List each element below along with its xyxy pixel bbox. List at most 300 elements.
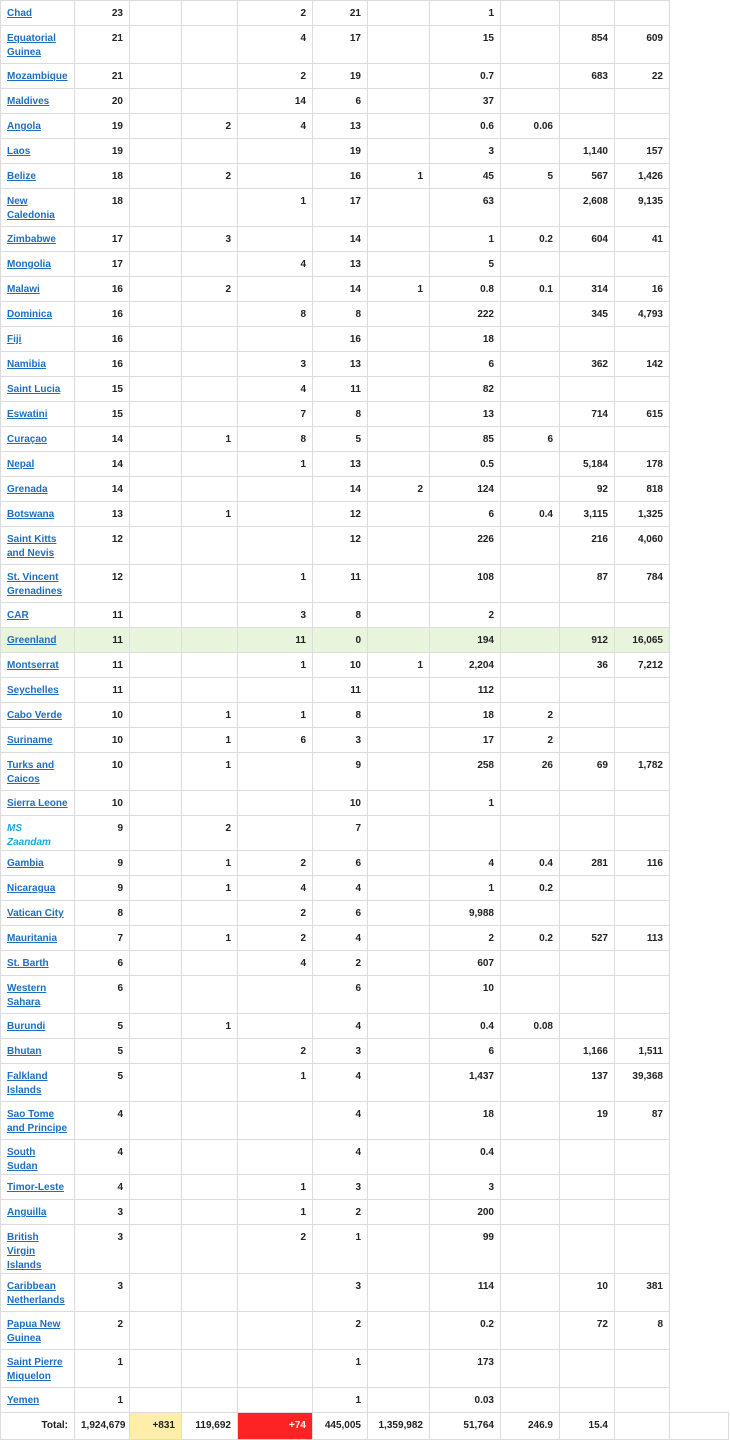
table-row xyxy=(1,976,729,1014)
new-cases-cell xyxy=(130,1225,182,1274)
total-deaths-cell: 1 xyxy=(182,851,238,876)
table-row xyxy=(1,427,729,452)
cases-per-1m-cell xyxy=(501,377,560,402)
new-deaths-cell xyxy=(238,164,313,189)
total-deaths-cell: 2 xyxy=(182,164,238,189)
country-link[interactable]: Saint Kitts and Nevis xyxy=(7,534,57,559)
country-link[interactable]: Belize xyxy=(7,171,36,182)
active-cases-cell xyxy=(368,678,430,703)
new-cases-cell xyxy=(130,327,182,352)
tests-cell: 7,212 xyxy=(615,653,670,678)
active-cases-cell xyxy=(368,951,430,976)
new-deaths-cell: 1 xyxy=(238,1175,313,1200)
new-cases-cell xyxy=(130,402,182,427)
cases-per-1m-cell: 5 xyxy=(501,164,560,189)
total-cases-cell: 6 xyxy=(75,976,130,1014)
country-cell xyxy=(1,402,75,427)
table-row xyxy=(1,139,729,164)
cases-per-1m-cell xyxy=(501,565,560,603)
total-cases-per-1m: 246.9 xyxy=(501,1413,560,1440)
cases-per-1m-cell xyxy=(501,1102,560,1140)
new-deaths-cell xyxy=(238,1274,313,1312)
cases-per-1m-cell: 0.06 xyxy=(501,114,560,139)
country-link[interactable]: Western Sahara xyxy=(7,983,47,1008)
country-link[interactable]: Cabo Verde xyxy=(7,710,63,721)
table-row xyxy=(1,1350,729,1388)
deaths-per-1m-cell xyxy=(560,678,615,703)
cases-per-1m-cell xyxy=(501,1039,560,1064)
cases-per-1m-cell xyxy=(501,26,560,64)
country-link[interactable]: British Virgin Islands xyxy=(7,1232,42,1271)
deaths-per-1m-cell xyxy=(560,728,615,753)
total-cases-cell: 19 xyxy=(75,114,130,139)
deaths-per-1m-cell xyxy=(560,1140,615,1175)
country-link[interactable]: Laos xyxy=(7,146,31,157)
serious-critical-cell: 18 xyxy=(430,703,501,728)
total-cases-cell: 10 xyxy=(75,791,130,816)
cases-per-1m-cell xyxy=(501,477,560,502)
table-row xyxy=(1,1039,729,1064)
total-cases-cell: 19 xyxy=(75,139,130,164)
table-row xyxy=(1,1140,729,1175)
serious-critical-cell xyxy=(430,816,501,851)
serious-critical-cell: 1,437 xyxy=(430,1064,501,1102)
deaths-per-1m-cell: 854 xyxy=(560,26,615,64)
new-cases-cell xyxy=(130,816,182,851)
total-cases-cell: 18 xyxy=(75,164,130,189)
cases-per-1m-cell xyxy=(501,527,560,565)
country-link[interactable]: CAR xyxy=(7,610,29,621)
country-link[interactable]: New Caledonia xyxy=(7,196,55,221)
total-deaths-per-1m: 15.4 xyxy=(560,1413,615,1440)
active-cases-cell xyxy=(368,189,430,227)
active-cases-cell xyxy=(368,227,430,252)
new-cases-cell xyxy=(130,603,182,628)
total-cases-cell: 21 xyxy=(75,26,130,64)
new-cases-cell xyxy=(130,901,182,926)
country-link[interactable]: Papua New Guinea xyxy=(7,1319,61,1344)
new-deaths-cell: 1 xyxy=(238,565,313,603)
table-row xyxy=(1,753,729,791)
total-cases-cell: 11 xyxy=(75,653,130,678)
total-cases-cell: 14 xyxy=(75,427,130,452)
country-link[interactable]: Curaçao xyxy=(7,434,48,445)
new-cases-cell xyxy=(130,502,182,527)
country-link[interactable]: Mongolia xyxy=(7,259,51,270)
total-deaths-cell xyxy=(182,1312,238,1350)
total-cases-cell: 3 xyxy=(75,1225,130,1274)
deaths-per-1m-cell: 314 xyxy=(560,277,615,302)
country-cell xyxy=(1,1350,75,1388)
total-recovered-cell: 2 xyxy=(313,951,368,976)
deaths-per-1m-cell xyxy=(560,89,615,114)
total-cases-cell: 8 xyxy=(75,901,130,926)
cases-per-1m-cell xyxy=(501,352,560,377)
serious-critical-cell: 607 xyxy=(430,951,501,976)
total-deaths-cell: 1 xyxy=(182,876,238,901)
total-recovered-cell: 16 xyxy=(313,327,368,352)
total-cases-cell: 14 xyxy=(75,477,130,502)
cases-per-1m-cell xyxy=(501,1175,560,1200)
active-cases-cell xyxy=(368,1388,430,1413)
new-cases-cell xyxy=(130,189,182,227)
new-cases-cell xyxy=(130,678,182,703)
total-deaths-cell xyxy=(182,252,238,277)
serious-critical-cell: 15 xyxy=(430,26,501,64)
total-recovered-cell: 10 xyxy=(313,653,368,678)
new-cases-cell xyxy=(130,876,182,901)
cases-per-1m-cell xyxy=(501,327,560,352)
country-cell xyxy=(1,703,75,728)
country-link[interactable]: Falkland Islands xyxy=(7,1071,48,1096)
country-link[interactable]: Turks and Caicos xyxy=(7,760,55,785)
country-link[interactable]: Maldives xyxy=(7,96,50,107)
new-cases-cell xyxy=(130,1350,182,1388)
total-cases-cell: 2 xyxy=(75,1312,130,1350)
country-link[interactable]: Fiji xyxy=(7,334,22,345)
serious-critical-cell: 1 xyxy=(430,1,501,26)
country-cell xyxy=(1,1312,75,1350)
new-deaths-cell xyxy=(238,139,313,164)
country-link[interactable]: Nicaragua xyxy=(7,883,56,894)
country-link[interactable]: Grenada xyxy=(7,484,48,495)
tests-cell xyxy=(615,114,670,139)
total-cases: 1,924,679 xyxy=(75,1413,130,1440)
active-cases-cell xyxy=(368,1175,430,1200)
new-deaths-cell xyxy=(238,227,313,252)
total-recovered-cell: 10 xyxy=(313,791,368,816)
country-link[interactable]: Dominica xyxy=(7,309,53,320)
total-recovered-cell: 4 xyxy=(313,1064,368,1102)
total-cases-cell: 11 xyxy=(75,678,130,703)
new-cases-cell xyxy=(130,851,182,876)
tests-cell xyxy=(615,603,670,628)
total-recovered-cell: 7 xyxy=(313,816,368,851)
table-row xyxy=(1,926,729,951)
total-deaths-cell xyxy=(182,189,238,227)
total-recovered-cell: 2 xyxy=(313,1200,368,1225)
tests-cell: 4,793 xyxy=(615,302,670,327)
tests-cell: 113 xyxy=(615,926,670,951)
country-link[interactable]: Greenland xyxy=(7,635,57,646)
new-deaths-cell: 4 xyxy=(238,252,313,277)
new-deaths-cell: 4 xyxy=(238,377,313,402)
cases-per-1m-cell: 0.4 xyxy=(501,502,560,527)
active-cases-cell xyxy=(368,502,430,527)
table-row xyxy=(1,189,729,227)
total-deaths-cell xyxy=(182,1140,238,1175)
total-recovered-cell: 1 xyxy=(313,1225,368,1274)
country-link[interactable]: Mauritania xyxy=(7,933,58,944)
country-cell xyxy=(1,851,75,876)
table-row xyxy=(1,1312,729,1350)
new-deaths-cell xyxy=(238,1014,313,1039)
new-cases-cell xyxy=(130,753,182,791)
country-link[interactable]: St. Vincent Grenadines xyxy=(7,572,63,597)
cases-per-1m-cell xyxy=(501,1274,560,1312)
total-row xyxy=(1,1413,729,1440)
total-recovered: 445,005 xyxy=(313,1413,368,1440)
country-link[interactable]: Burundi xyxy=(7,1021,46,1032)
total-recovered-cell: 19 xyxy=(313,139,368,164)
total-recovered-cell: 6 xyxy=(313,976,368,1014)
new-deaths-cell: 2 xyxy=(238,64,313,89)
total-deaths-cell xyxy=(182,377,238,402)
active-cases-cell xyxy=(368,377,430,402)
country-cell xyxy=(1,753,75,791)
tests-cell: 1,426 xyxy=(615,164,670,189)
total-recovered-cell: 8 xyxy=(313,703,368,728)
new-deaths-cell: 2 xyxy=(238,1039,313,1064)
total-recovered-cell: 13 xyxy=(313,452,368,477)
cases-per-1m-cell xyxy=(501,302,560,327)
serious-critical-cell: 2 xyxy=(430,926,501,951)
total-recovered-cell: 3 xyxy=(313,1274,368,1312)
country-link[interactable]: Caribbean Netherlands xyxy=(7,1281,65,1306)
new-deaths-cell xyxy=(238,1312,313,1350)
new-deaths-cell: 2 xyxy=(238,1,313,26)
active-cases-cell xyxy=(368,926,430,951)
table-row xyxy=(1,678,729,703)
country-link[interactable]: Zimbabwe xyxy=(7,234,56,245)
total-active: 1,359,982 xyxy=(368,1413,430,1440)
deaths-per-1m-cell xyxy=(560,327,615,352)
serious-critical-cell: 17 xyxy=(430,728,501,753)
deaths-per-1m-cell: 1,166 xyxy=(560,1039,615,1064)
country-cell xyxy=(1,728,75,753)
total-deaths-cell xyxy=(182,603,238,628)
country-cell xyxy=(1,653,75,678)
cases-per-1m-cell xyxy=(501,976,560,1014)
new-deaths-cell: 7 xyxy=(238,402,313,427)
country-link[interactable]: Anguilla xyxy=(7,1207,47,1218)
country-link[interactable]: Mozambique xyxy=(7,71,68,82)
total-deaths-cell: 3 xyxy=(182,227,238,252)
total-deaths-cell xyxy=(182,527,238,565)
country-link[interactable]: Montserrat xyxy=(7,660,59,671)
tests-cell: 609 xyxy=(615,26,670,64)
total-deaths-cell xyxy=(182,628,238,653)
new-cases-cell xyxy=(130,164,182,189)
deaths-per-1m-cell: 2,608 xyxy=(560,189,615,227)
table-row xyxy=(1,277,729,302)
new-deaths-cell: 4 xyxy=(238,951,313,976)
new-cases-cell xyxy=(130,114,182,139)
tests-cell xyxy=(615,89,670,114)
tests-cell: 16 xyxy=(615,277,670,302)
cases-per-1m-cell xyxy=(501,678,560,703)
table-row xyxy=(1,628,729,653)
total-recovered-cell: 3 xyxy=(313,1175,368,1200)
tests-cell xyxy=(615,1,670,26)
new-cases-cell xyxy=(130,791,182,816)
deaths-per-1m-cell xyxy=(560,427,615,452)
new-cases-cell xyxy=(130,427,182,452)
country-cell xyxy=(1,427,75,452)
country-link[interactable]: St. Barth xyxy=(7,958,49,969)
total-recovered-cell: 9 xyxy=(313,753,368,791)
active-cases-cell: 1 xyxy=(368,164,430,189)
country-link[interactable]: Gambia xyxy=(7,858,44,869)
serious-critical-cell: 4 xyxy=(430,851,501,876)
deaths-per-1m-cell: 1,140 xyxy=(560,139,615,164)
new-cases-cell xyxy=(130,976,182,1014)
total-deaths-cell: 1 xyxy=(182,427,238,452)
country-link[interactable]: Vatican City xyxy=(7,908,64,919)
table-row xyxy=(1,302,729,327)
serious-critical-cell: 124 xyxy=(430,477,501,502)
active-cases-cell xyxy=(368,1350,430,1388)
tests-cell xyxy=(615,427,670,452)
total-deaths-cell xyxy=(182,678,238,703)
country-link[interactable]: Saint Pierre Miquelon xyxy=(7,1357,63,1382)
tests-cell: 818 xyxy=(615,477,670,502)
total-cases-cell: 15 xyxy=(75,377,130,402)
country-cell xyxy=(1,114,75,139)
country-link[interactable]: Nepal xyxy=(7,459,35,470)
total-deaths-cell xyxy=(182,565,238,603)
total-cases-cell: 11 xyxy=(75,603,130,628)
new-cases-cell xyxy=(130,1039,182,1064)
total-cases-cell: 4 xyxy=(75,1140,130,1175)
cases-per-1m-cell xyxy=(501,1140,560,1175)
total-deaths-cell: 2 xyxy=(182,114,238,139)
country-link[interactable]: Bhutan xyxy=(7,1046,42,1057)
country-link[interactable]: Seychelles xyxy=(7,685,59,696)
new-deaths-cell: 1 xyxy=(238,703,313,728)
active-cases-cell xyxy=(368,114,430,139)
country-cell xyxy=(1,26,75,64)
new-deaths-cell: 14 xyxy=(238,89,313,114)
new-cases-cell xyxy=(130,377,182,402)
active-cases-cell xyxy=(368,1200,430,1225)
table-row xyxy=(1,377,729,402)
new-cases-cell xyxy=(130,277,182,302)
deaths-per-1m-cell xyxy=(560,1,615,26)
new-cases-cell xyxy=(130,1312,182,1350)
total-deaths-cell xyxy=(182,1200,238,1225)
total-recovered-cell: 8 xyxy=(313,302,368,327)
total-deaths-cell xyxy=(182,1102,238,1140)
deaths-per-1m-cell xyxy=(560,876,615,901)
deaths-per-1m-cell: 36 xyxy=(560,653,615,678)
table-row xyxy=(1,703,729,728)
country-link[interactable]: Eswatini xyxy=(7,409,48,420)
country-link[interactable]: Chad xyxy=(7,8,32,19)
total-recovered-cell: 12 xyxy=(313,502,368,527)
serious-critical-cell: 18 xyxy=(430,1102,501,1140)
country-link[interactable]: Botswana xyxy=(7,509,55,520)
total-cases-cell: 16 xyxy=(75,352,130,377)
serious-critical-cell: 1 xyxy=(430,227,501,252)
total-deaths-cell: 2 xyxy=(182,277,238,302)
country-link[interactable]: Sierra Leone xyxy=(7,798,68,809)
cases-per-1m-cell: 0.2 xyxy=(501,876,560,901)
total-deaths-cell xyxy=(182,951,238,976)
total-deaths-cell xyxy=(182,1064,238,1102)
deaths-per-1m-cell xyxy=(560,1175,615,1200)
country-link[interactable]: Equatorial Guinea xyxy=(7,33,56,58)
new-deaths-cell xyxy=(238,753,313,791)
deaths-per-1m-cell: 5,184 xyxy=(560,452,615,477)
country-link[interactable]: Namibia xyxy=(7,359,46,370)
total-deaths-cell: 2 xyxy=(182,816,238,851)
new-deaths-cell xyxy=(238,976,313,1014)
new-deaths-cell xyxy=(238,502,313,527)
active-cases-cell xyxy=(368,1102,430,1140)
country-link[interactable]: Yemen xyxy=(7,1395,40,1406)
new-deaths-cell xyxy=(238,277,313,302)
deaths-per-1m-cell: 362 xyxy=(560,352,615,377)
cases-per-1m-cell xyxy=(501,189,560,227)
total-recovered-cell: 4 xyxy=(313,1140,368,1175)
active-cases-cell xyxy=(368,302,430,327)
new-cases-cell xyxy=(130,565,182,603)
total-cases-cell: 3 xyxy=(75,1200,130,1225)
tests-cell: 142 xyxy=(615,352,670,377)
active-cases-cell xyxy=(368,976,430,1014)
table-row xyxy=(1,1102,729,1140)
tests-cell xyxy=(615,1014,670,1039)
new-cases-cell xyxy=(130,1140,182,1175)
country-link[interactable]: Malawi xyxy=(7,284,40,295)
country-cell xyxy=(1,477,75,502)
total-cases-cell: 21 xyxy=(75,64,130,89)
total-cases-cell: 11 xyxy=(75,628,130,653)
country-link[interactable]: Timor-Leste xyxy=(7,1182,65,1193)
new-cases-cell xyxy=(130,1102,182,1140)
tests-cell: 39,368 xyxy=(615,1064,670,1102)
tests-cell: 41 xyxy=(615,227,670,252)
total-recovered-cell: 13 xyxy=(313,352,368,377)
country-link[interactable]: Suriname xyxy=(7,735,53,746)
country-cell xyxy=(1,352,75,377)
country-link[interactable]: South Sudan xyxy=(7,1147,38,1172)
active-cases-cell xyxy=(368,139,430,164)
tests-cell: 1,325 xyxy=(615,502,670,527)
serious-critical-cell: 9,988 xyxy=(430,901,501,926)
new-deaths-cell: 3 xyxy=(238,603,313,628)
total-deaths-cell xyxy=(182,901,238,926)
table-row xyxy=(1,26,729,64)
total-recovered-cell: 4 xyxy=(313,1014,368,1039)
total-deaths-cell xyxy=(182,976,238,1014)
country-link[interactable]: Saint Lucia xyxy=(7,384,61,395)
new-cases-cell xyxy=(130,139,182,164)
country-link[interactable]: Sao Tome and Principe xyxy=(7,1109,68,1134)
active-cases-cell xyxy=(368,1,430,26)
cases-per-1m-cell xyxy=(501,816,560,851)
table-row xyxy=(1,1064,729,1102)
total-deaths-cell xyxy=(182,653,238,678)
total-recovered-cell: 14 xyxy=(313,227,368,252)
serious-critical-cell: 37 xyxy=(430,89,501,114)
tests-cell: 116 xyxy=(615,851,670,876)
table-row xyxy=(1,1014,729,1039)
table-row xyxy=(1,791,729,816)
country-cell xyxy=(1,603,75,628)
table-row xyxy=(1,114,729,139)
total-deaths-cell: 1 xyxy=(182,753,238,791)
serious-critical-cell: 2,204 xyxy=(430,653,501,678)
new-cases-cell xyxy=(130,728,182,753)
serious-critical-cell: 2 xyxy=(430,603,501,628)
country-link[interactable]: Angola xyxy=(7,121,41,132)
country-cell xyxy=(1,277,75,302)
total-deaths-cell xyxy=(182,1388,238,1413)
deaths-per-1m-cell xyxy=(560,603,615,628)
total-recovered-cell: 12 xyxy=(313,527,368,565)
